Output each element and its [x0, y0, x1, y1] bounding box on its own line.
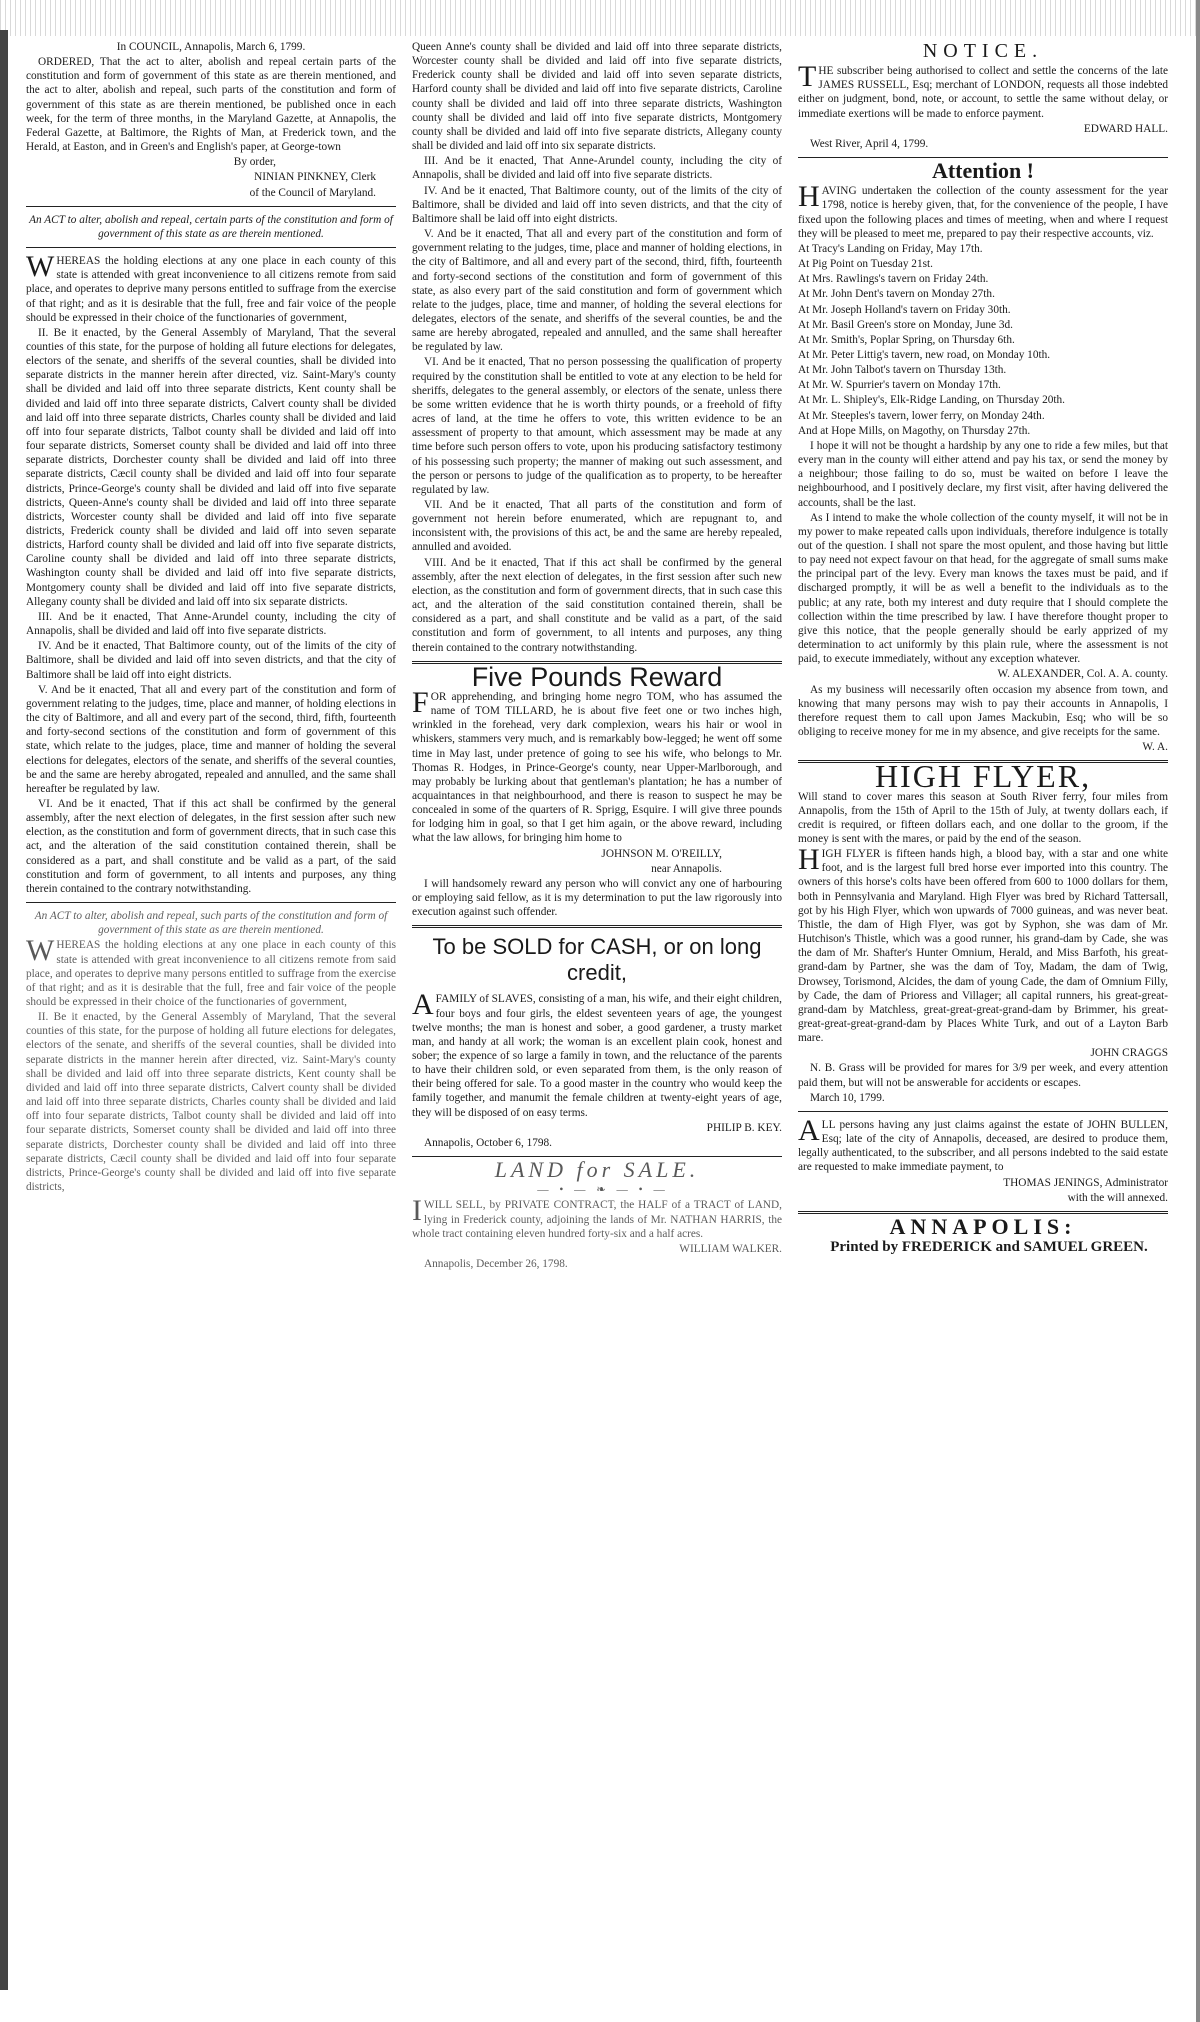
- reward-postscript: I will handsomely reward any person who will convict any one of harbouring or employing said fellow, as it is my determination to put the law rigorously into execution against such offender.: [412, 877, 782, 919]
- act-one-section-2: II. Be it enacted, by the General Assembly of Maryland, That the several counties of this state, for the purpose of holding all future elections for delegates, electors of the senate, and sheriffs of the several counties, shall be divided into separate districts in the manner herein after directed, viz. Saint-Mary's county shall be divided and laid off into three separate districts, Kent county shall be divided and laid off into three separate districts, Calvert county shall be divided and laid off into three separate districts, Charles county shall be divided and laid off into four separate districts, Talbot county shall be divided and laid off into four separate districts, Somerset county shall be divided and laid off into three separate districts, Dorchester county shall be divided and laid off into three separate districts, Cæcil county shall be divided and laid off into four separate districts, Prince-George's county shall be divided and laid off into five separate districts, Queen-Anne's county shall be divided and laid off into three separate districts, Worcester county shall be divided and laid off into five separate districts, Frederick county shall be divided and laid off into seven separate districts, Harford county shall be divided and laid off into five separate districts, Caroline county shall be divided and laid off into three separate districts, Washington county shall be divided and laid off into five separate districts, Montgomery county shall be divided and laid off into five separate districts, Allegany county shall be divided and laid off into six separate districts.: [26, 326, 396, 608]
- column-left: [26, 40, 396, 2000]
- notice-dateline: West River, April 4, 1799.: [810, 137, 929, 150]
- sale-heading: To be SOLD for CASH, or on long credit,: [432, 934, 762, 986]
- act-two-section-8: VIII. And be it enacted, That if this act shall be confirmed by the general assembly, after the next election of delegates, in the first session after such new election, as the constitution and form of government directs, that in such case this act, and the alteration of the said constitution contained therein, shall be considered as a part, and shall constitute and be valid as a part, of the said constitution and form of government, to all intents and purposes, any thing therein contained to the contrary notwithstanding.: [412, 556, 782, 654]
- schedule-item: At Mr. Smith's, Poplar Spring, on Thursday 6th.: [798, 333, 1015, 346]
- slave-sale-ad: [412, 934, 782, 1150]
- divider: [26, 902, 396, 903]
- reward-signer-place: near Annapolis.: [651, 862, 722, 875]
- colophon: [798, 1213, 1168, 1256]
- colophon-city: ANNAPOLIS:: [889, 1213, 1077, 1239]
- ornament-divider: — • — ❧ — • —: [537, 1184, 669, 1197]
- act-one-section-3: III. And be it enacted, That Anne-Arundel county, including the city of Annapolis, shall be divided and laid off into five separate districts.: [26, 610, 396, 638]
- schedule-item: At Mr. Peter Littig's tavern, new road, on Monday 10th.: [798, 348, 1051, 361]
- land-dateline: Annapolis, December 26, 1798.: [424, 1258, 568, 1271]
- council-signer-title: of the Council of Maryland.: [249, 186, 376, 199]
- council-by-order: By order,: [233, 156, 276, 169]
- land-heading: LAND for SALE.: [494, 1157, 700, 1183]
- act-two-section-2-cont: Queen Anne's county shall be divided and laid off into three separate districts, Worcester county shall be divided and laid off into five separate districts, Frederick county shall be divided and laid off into seven separate districts, Harford county shall be divided and laid off into five separate districts, Caroline county shall be divided and laid off into three separate districts, Washington county shall be divided and laid off into five separate districts, Montgomery county shall be divided and laid off into five separate districts, Allegany county shall be divided and laid off into six separate districts.: [412, 41, 782, 153]
- flyer-dateline: March 10, 1799.: [810, 1091, 885, 1104]
- bullen-estate-ad: [798, 1113, 1168, 1205]
- attention-ad: [798, 158, 1168, 754]
- act-two-start: [26, 909, 396, 1194]
- divider: [412, 925, 782, 928]
- council-signer: NINIAN PINKNEY, Clerk: [254, 171, 376, 184]
- reward-heading: Five Pounds Reward: [471, 661, 723, 692]
- attention-heading: Attention !: [931, 158, 1035, 184]
- bullen-signer: THOMAS JENINGS, Administrator: [1003, 1176, 1168, 1189]
- act-two-section-5: V. And be it enacted, That all and every part of the constitution and form of government relating to the judges, time, place and manner of holding elections, in the city of Baltimore, and all and every part of the second, third, fifth, fourteenth and forty-second sections of the constitution and form of government of this state, as also every part of the said constitution and form of government which relate to the judges, place, time and manner, of holding the several elections for delegates, electors of the senate, and sheriffs of the several counties, be and the same are hereby abrogated, repealed and annulled, and the same shall hereafter be regulated by law.: [412, 228, 782, 354]
- schedule-item: At Mr. John Talbot's tavern on Thursday 13th.: [798, 364, 1007, 377]
- attention-paragraph-2: As I intend to make the whole collection of the county myself, it will not be in my power to make repeated calls upon individuals, therefore indulgence is totally out of the question. I shall not spare the most opulent, and those having but little to pay need not expect favour on that head, for the aggregate of small sums make the principal part of the levy. Every man knows the taxes must be paid, and if discharged promptly, it will be as well a benefit to the individuals as to the public; at any rate, both my interest and duty require that I should complete the collection within the time prescribed by law. I have therefore thought proper to give this notice, that the people generally should be early apprized of my determination to act uniformly by this plain rule, where the assessment is not paid, to execute immediately, without any exception whatever.: [798, 511, 1168, 666]
- attention-paragraph-1: I hope it will not be thought a hardship by any one to ride a few miles, but that every man in the county will either attend and pay his tax, or send the money by a neighbour; those failing to do so, must be waited on before I leave the neighbourhood, and I positively declare, my first visit, after having delivered the accounts, shall be the last.: [798, 439, 1168, 509]
- act-two-continued: [412, 40, 782, 655]
- sale-signer: PHILIP B. KEY.: [706, 1121, 782, 1134]
- land-signer: WILLIAM WALKER.: [679, 1242, 782, 1255]
- schedule-item: At Mr. Joseph Holland's tavern on Friday 30th.: [798, 303, 1011, 316]
- attention-initials: W. A.: [1142, 741, 1168, 754]
- attention-paragraph-3: As my business will necessarily often occasion my absence from town, and knowing that many persons may wish to pay their accounts in Annapolis, I therefore request them to call upon James Mackubin, Esq; who will be so obliging to receive money for me in my absence, and give receipts for the same.: [798, 683, 1168, 739]
- schedule-item: And at Hope Mills, on Magothy, on Thursday 27th.: [798, 424, 1031, 437]
- column-middle: [412, 40, 782, 2000]
- act-one-title: An ACT to alter, abolish and repeal, certain parts of the constitution and form of government of this state as are therein mentioned.: [29, 213, 393, 240]
- reward-signer: JOHNSON M. O'REILLY,: [601, 847, 722, 860]
- act-two-section-7: VII. And be it enacted, That all parts of the constitution and form of government not herein before enumerated, which are repugnant to, and inconsistent with, the provisions of this act, be and the same are hereby repealed, annulled and avoided.: [412, 499, 782, 554]
- column-layout: [26, 40, 1174, 2000]
- high-flyer-ad: [798, 758, 1168, 1105]
- act-two-section-2: II. Be it enacted, by the General Assembly of Maryland, That the several counties of this state, for the purpose of holding all future elections for delegates, electors of the senate, and sheriffs of the several counties, shall be divided into separate districts in the manner herein after directed, viz. Saint-Mary's county shall be divided and laid off into three separate districts, Kent county shall be divided and laid off into three separate districts, Calvert county shall be divided and laid off into three separate districts, Charles county shall be divided and laid off into four separate districts, Talbot county shall be divided and laid off into four separate districts, Somerset county shall be divided and laid off into three separate districts, Dorchester county shall be divided and laid off into three separate districts, Cæcil county shall be divided and laid off into four separate districts, Prince-George's county shall be divided and laid off into five separate districts,: [26, 1011, 396, 1194]
- act-two-section-3: III. And be it enacted, That Anne-Arundel county, including the city of Annapolis, shall be divided and laid off into five separate districts.: [412, 155, 782, 182]
- notice-heading: NOTICE.: [922, 40, 1044, 62]
- act-one-whereas: WHEREAS the holding elections at any one place in each county of this state is attended with great inconvenience to all citizens remote from said place, and operates to deprive many persons entitled to suffrage from the exercise of that right; and as it is desirable that the full, free and fair voice of the people should be expressed in their choice of the functionaries of government,: [26, 250, 396, 324]
- land-sale-ad: [412, 1157, 782, 1271]
- schedule-item: At Mr. W. Spurrier's tavern on Monday 17th.: [798, 379, 1001, 392]
- flyer-nb: N. B. Grass will be provided for mares for 3/9 per week, and every attention paid them, but will not be answerable for accidents or escapes.: [798, 1062, 1168, 1089]
- schedule-item: At Mr. Steeples's tavern, lower ferry, on Monday 24th.: [798, 409, 1045, 422]
- reward-ad: [412, 661, 782, 920]
- act-two-title: An ACT to alter, abolish and repeal, such parts of the constitution and form of government of this state as are therein mentioned.: [34, 910, 388, 937]
- sale-dateline: Annapolis, October 6, 1798.: [424, 1136, 553, 1149]
- act-two-section-4: IV. And be it enacted, That Baltimore county, out of the limits of the city of Baltimore, shall be divided and laid off into seven districts, and that the city of Baltimore shall be laid off into eight districts.: [412, 184, 782, 225]
- council-order-text: ORDERED, That the act to alter, abolish and repeal certain parts of the constitution and form of government of this state as are therein mentioned, and the act to alter, abolish and repeal, such parts of the constitution and form of government of this state as are therein mentioned, be published once in each week, for the term of three months, in the Maryland Gazette, at Annapolis, the Federal Gazette, at Baltimore, the Rights of Man, at Frederick town, and the Herald, at Easton, and in Green's and English's paper, at George-town: [26, 56, 396, 154]
- act-two-section-6: VI. And be it enacted, That no person possessing the qualification of property required by the constitution shall be entitled to vote at any election to be held for sheriffs, delegates to the general assembly, or electors of the senate, unless there be some written evidence that he is worth thirty pounds, or a freehold of fifty acres of land, at the time he offers to vote, this written evidence to be an assessment of property to that amount, which assessment may be made at any time before such person offers to vote, upon his producing satisfactory testimony of his possessing such property; the manner of making out such assessment, and the person or persons to judge of the qualification as to property, to be hereafter regulated by law.: [412, 356, 782, 496]
- scan-edge-left: [0, 30, 8, 1990]
- flyer-signer: JOHN CRAGGS: [1090, 1047, 1168, 1060]
- attention-signer: W. ALEXANDER, Col. A. A. county.: [997, 668, 1168, 681]
- scan-edge-right: [1196, 0, 1200, 2022]
- flyer-terms: Will stand to cover mares this season at South River ferry, four miles from Annapolis, from the 15th of April to the 15th of July, at twenty dollars each, if credit is required, or fifteen dollars each, and one dollar to the groom, if the money is sent with the mares, or paid by the end of the season.: [798, 790, 1168, 845]
- council-dateline: In COUNCIL, Annapolis, March 6, 1799.: [116, 41, 306, 53]
- flyer-pedigree: HIGH FLYER is fifteen hands high, a blood bay, with a star and one white foot, and is the largest full bred horse ever imported into this country. The owners of this horse's colts have been offered from 600 to 1000 dollars for them, both in Pennsylvania and Maryland. High Flyer was bred by Richard Tattersall, got by his High Flyer, which won upwards of 7000 guineas, and was never beat. Thistle, the dam of High Flyer, was got by Syphon, she was dam of Mr. Hutchison's Thistle, which was a good runner, his grand-dam by Cade, she was the dam of Mr. Shafter's Hunter Omnium, Herald, and Miss Barfoth, his great-grand-dam by Partner, she was the dam of Toy, Madam, the dam of Twig, Drowsey, Torismond, Alcides, the dam of young Cade, the dam of Omnium Filly, by Cade, the dam of Prioress and Villager; all capital runners, his great-great-grand-dam by Matchless, great-great-great-grand-dam by Brimmer, his great-great-great-great-grand-dam by Places White Turk, and out of a Layton Barb mare.: [798, 843, 1168, 1045]
- schedule-item: At Mrs. Rawlings's tavern on Friday 24th.: [798, 273, 989, 286]
- council-order: [26, 40, 396, 200]
- act-two-whereas: WHEREAS the holding elections at any one place in each county of this state is attended with great inconvenience to all citizens remote from said place, and operates to deprive many persons entitled to suffrage from the exercise of that right; and as it is desirable that the full, free and fair voice of the people should be expressed in their choice of the functionaries of government,: [26, 934, 396, 1008]
- schedule-item: At Mr. Basil Green's store on Monday, June 3d.: [798, 318, 1013, 331]
- notice-ad: [798, 40, 1168, 151]
- schedule-item: At Mr. John Dent's tavern on Monday 27th.: [798, 288, 995, 301]
- divider: [26, 206, 396, 207]
- act-one-section-5: V. And be it enacted, That all and every part of the constitution and form of government relating to the judges, time, place and manner, of holding elections in the city of Baltimore, and all and every part of the second, third, fifth, fourteenth and forty-second sections of the constitution and form of government of this state, which relate to the judges, place, time and manner of holding the several elections for delegates, electors of the senate, and sheriffs of the several counties, be and the same are hereby abrogated, repealed and annulled, and the same shall hereafter be regulated by law.: [26, 683, 396, 795]
- act-one: [26, 213, 396, 896]
- paper-speckle: [0, 0, 1200, 36]
- sale-body: AFAMILY of SLAVES, consisting of a man, his wife, and their eight children, four boys and four girls, the eldest seventeen years of age, the youngest twelve months; the man is honest and sober, a good gardener, a trusty market man, and handy at all work; the woman is an excellent plain cook, honest and sober; the expence of so large a family in town, and the reluctance of the parents to have their children sold, or even separated from them, is the only reason of their being offered for sale. To a good master in the country who would keep the family together, and manumit the female children at twenty-eight years of age, they will be disposed of on easy terms.: [412, 988, 782, 1119]
- schedule-item: At Tracy's Landing on Friday, May 17th.: [798, 242, 983, 255]
- bullen-signer-note: with the will annexed.: [1067, 1191, 1168, 1204]
- reward-body: FOR apprehending, and bringing home negro TOM, who has assumed the name of TOM TILLARD, he is about five feet one or two inches high, wrinkled in the forehead, very dark complexion, wears his hair or wool in whiskers, stammers very much, and is remarkably bow-legged; he went off some time in May last, under pretence of going to see his wife, who belongs to Mr. Thomas R. Hodges, in Prince-George's county, near Upper-Marlborough, and may probably be lurking about that gentleman's plantation; he has a number of acquaintances in that neighbourhood, and there is reason to suspect he may be concealed in some of the quarters of R. Sprigg, Esquire. I will give three pounds for lodging him in goal, so that I get him again, or the above reward, including what the law allows, for bringing him home to: [412, 685, 782, 845]
- notice-signer: EDWARD HALL.: [1083, 122, 1168, 135]
- attention-intro: HAVING undertaken the collection of the county assessment for the year 1798, notice is hereby given, that, for the convenience of the people, I have fixed upon the following places and times of meeting, when and where I request they will be pleased to meet me, prepared to pay their respective accounts, viz.: [798, 180, 1168, 240]
- schedule-item: At Pig Point on Tuesday 21st.: [798, 258, 933, 271]
- divider: [798, 1111, 1168, 1112]
- bullen-body: ALL persons having any just claims against the estate of JOHN BULLEN, Esq; late of the city of Annapolis, deceased, are desired to produce them, legally authenticated, to the subscriber, and all persons indebted to the said estate are requested to make immediate payment, to: [798, 1113, 1168, 1174]
- land-body: IWILL SELL, by PRIVATE CONTRACT, the HALF of a TRACT of LAND, lying in Frederick county, adjoining the lands of Mr. NATHAN HARRIS, the whole tract containing eleven hundred forty-six and a half acres.: [412, 1194, 782, 1240]
- column-right: [798, 40, 1168, 2000]
- act-one-section-6: VI. And be it enacted, That if this act shall be confirmed by the general assembly, after the next election of delegates, in the first session after such new election, as the constitution and form of government directs, that in such case this act, and the alteration of the said constitution contained therein, shall be considered as a part, and shall constitute and be valid as a part, of the said constitution and form of government, to all intents and purposes, any thing therein contained to the contrary notwithstanding.: [26, 797, 396, 895]
- act-one-section-4: IV. And be it enacted, That Baltimore county, out of the limits of the city of Baltimore, shall be divided and laid off into seven districts, and that the city of Baltimore shall be laid off into eight districts.: [26, 640, 396, 681]
- attention-schedule: [798, 242, 1168, 438]
- colophon-printer: Printed by FREDERICK and SAMUEL GREEN.: [830, 1239, 1148, 1256]
- notice-body: THE subscriber being authorised to collect and settle the concerns of the late JAMES RUSSELL, Esq; merchant of LONDON, requests all those indebted either on judgment, bond, note, or account, to settle the same without delay, or immediate exertions will be made to enforce payment.: [798, 60, 1168, 120]
- schedule-item: At Mr. L. Shipley's, Elk-Ridge Landing, on Thursday 20th.: [798, 394, 1065, 407]
- divider: [26, 247, 396, 248]
- flyer-heading: HIGH FLYER,: [874, 758, 1092, 795]
